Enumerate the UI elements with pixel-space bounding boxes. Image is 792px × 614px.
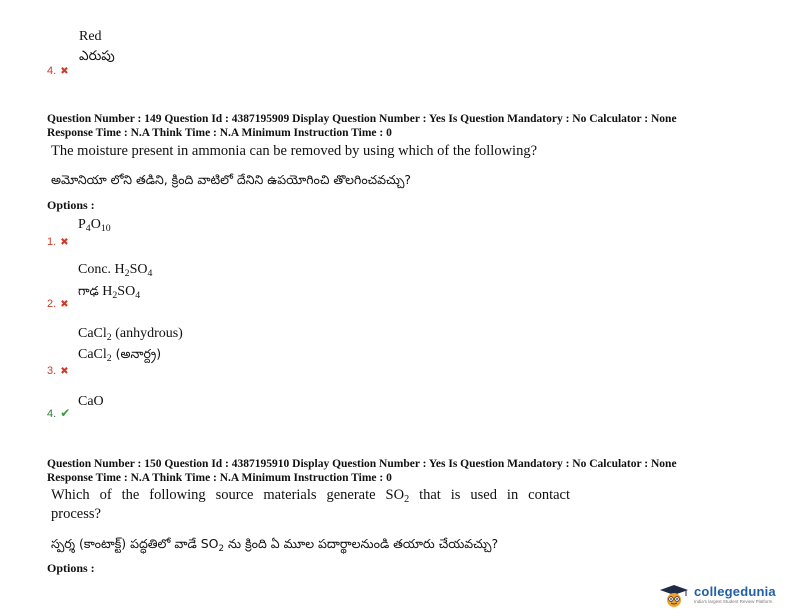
q150-text-te: స్పర్శ (కాంటాక్ట్) పద్ధతిలో వాడే $SO_2$ ను క్రింది ఏ మూల పదార్థాలనుండి తయారు చేయవచ్చు? <box>51 536 499 554</box>
cross-icon: ✖ <box>60 66 69 77</box>
q149-meta-line2: Response Time : N.A Think Time : N.A Minimum Instruction Time : 0 <box>47 127 392 139</box>
q149-option-3-line1: CaCl$_2$ (anhydrous) <box>78 326 183 343</box>
option-number: 3. <box>47 365 57 377</box>
cross-icon: ✖ <box>60 237 69 248</box>
q149-options-label: Options : <box>47 198 95 212</box>
q150-text-en-line1: Which of the following source materials generate $SO_2$ that is used in contact <box>51 487 571 505</box>
q149-option-1-text: $P_4O_{10}$ <box>78 217 111 234</box>
q149-meta-line1: Question Number : 149 Question Id : 4387195909 Display Question Number : Yes Is Question Mandatory : No Calculator : None <box>47 113 677 125</box>
graduate-mascot-icon <box>656 583 692 609</box>
prev-option-4-text-en: Red <box>79 29 102 44</box>
q150-text-en-line2: process? <box>51 506 101 522</box>
cross-icon: ✖ <box>60 299 69 310</box>
q149-text-te: అమోనియా లోని తడిని, క్రింది వాటిలో దేనిని ఉపయోగించి తొలగించవచ్చు? <box>51 172 412 187</box>
q149-option-1-marker <box>47 232 69 250</box>
collegedunia-logo <box>656 583 788 609</box>
logo-wordmark: collegedunia <box>694 584 776 599</box>
q149-option-3-line2: CaCl$_2$ (అనార్ద్ర) <box>78 346 162 364</box>
q150-meta-line1: Question Number : 150 Question Id : 4387195910 Display Question Number : Yes Is Question Mandatory : No Calculator : None <box>47 458 677 470</box>
prev-option-4-marker <box>47 61 69 79</box>
option-number: 2. <box>47 298 57 310</box>
q149-option-2-line2: గాఢ $H_2SO_4$ <box>78 283 141 301</box>
q150-meta-line2: Response Time : N.A Think Time : N.A Minimum Instruction Time : 0 <box>47 472 392 484</box>
q149-option-3-marker <box>47 361 69 379</box>
option-number: 1. <box>47 236 57 248</box>
q149-option-2-marker <box>47 294 69 312</box>
q150-options-label: Options : <box>47 561 95 575</box>
q149-option-4-marker <box>47 404 70 422</box>
check-icon: ✔ <box>60 406 71 420</box>
q149-text-en: The moisture present in ammonia can be removed by using which of the following? <box>51 143 538 159</box>
option-number: 4. <box>47 65 57 77</box>
option-number: 4. <box>47 408 57 420</box>
q149-option-2-line1: Conc. $H_2SO_4$ <box>78 262 153 279</box>
logo-tagline: India's largest Student Review Platform <box>694 599 773 604</box>
prev-option-4-text-te: ఎరుపు <box>79 48 115 64</box>
cross-icon: ✖ <box>60 366 69 377</box>
q149-option-4-text: CaO <box>78 394 104 409</box>
